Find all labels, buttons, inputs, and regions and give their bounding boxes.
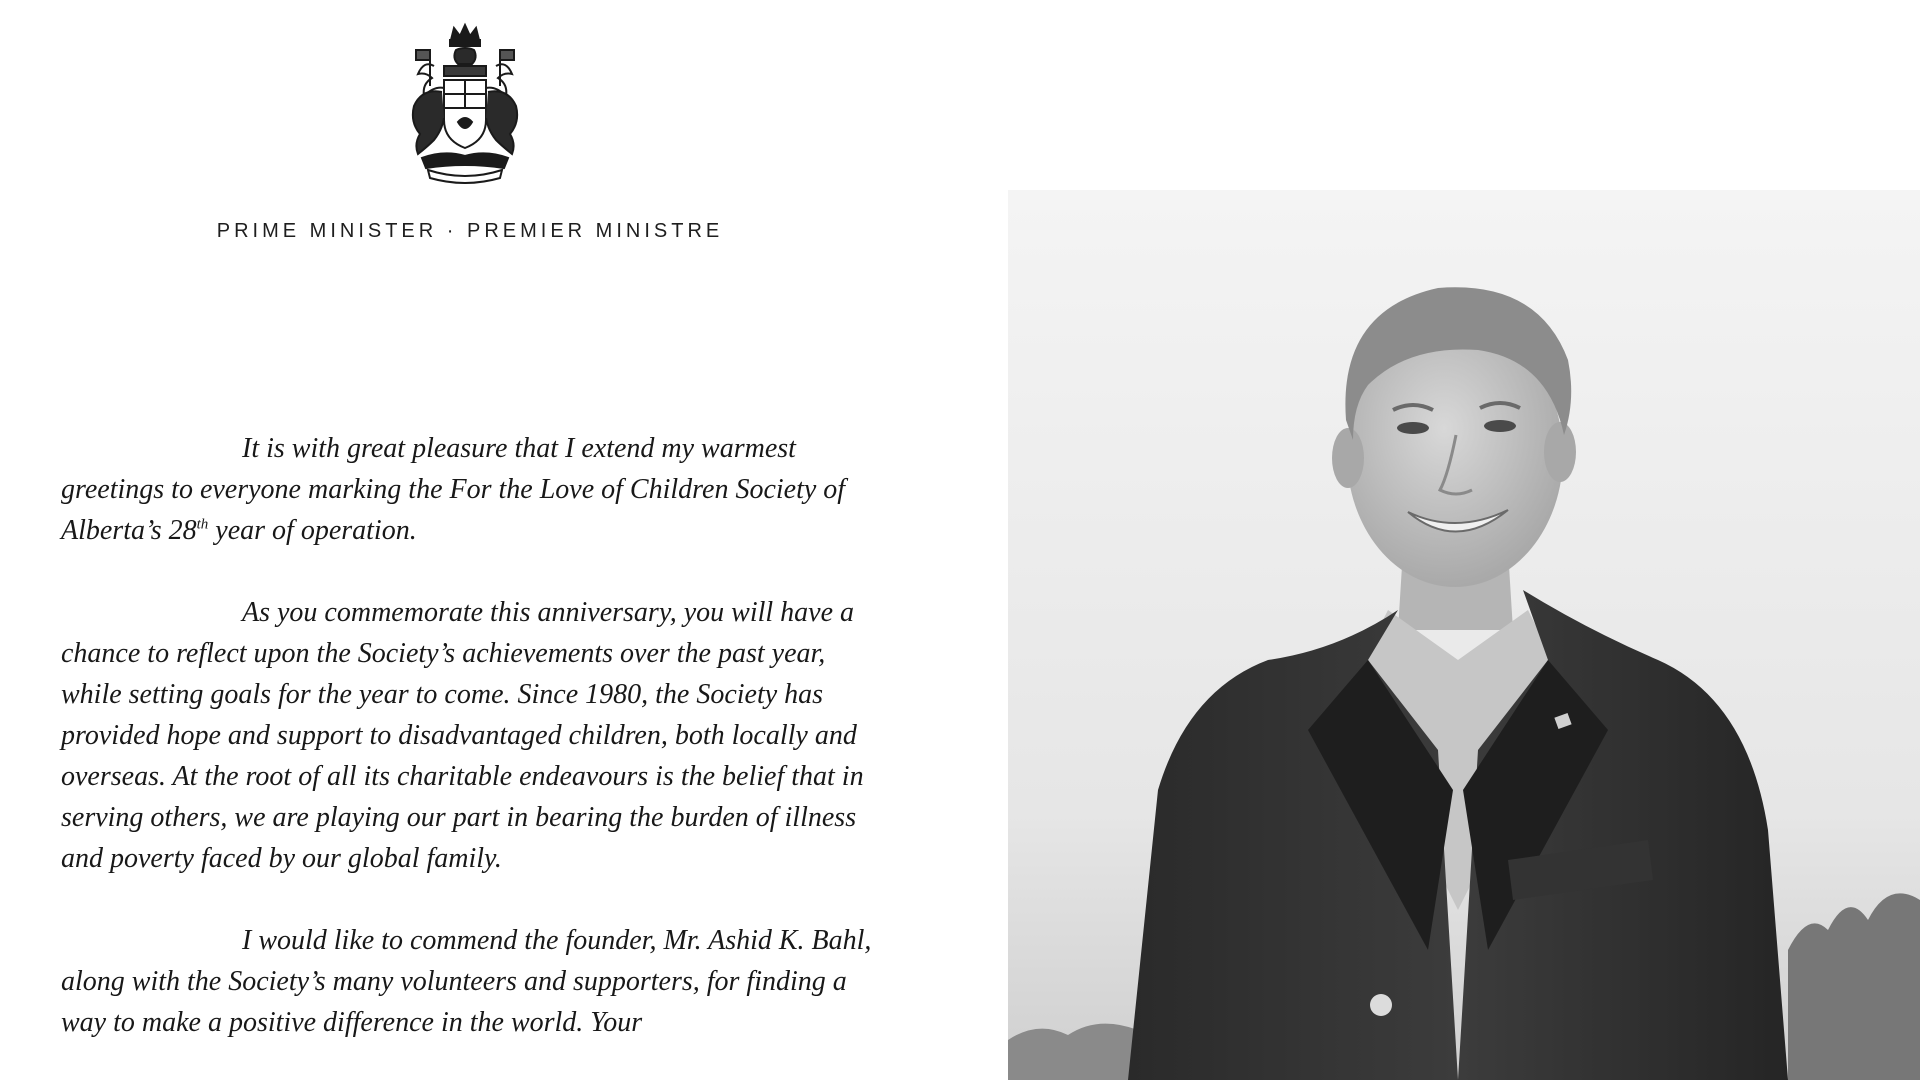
letter-body	[61, 428, 881, 1080]
letter-paragraph-1	[61, 428, 881, 551]
letterhead-title: PRIME MINISTER · PREMIER MINISTRE	[216, 220, 724, 242]
royal-coat-of-arms-icon	[404, 22, 526, 184]
paragraph-text: It is with great pleasure that I extend my warmest greetings to everyone marking the For the Love of Children Society of Alberta’s 28	[61, 433, 846, 546]
ordinal-suffix: th	[196, 516, 209, 533]
portrait-photo	[1008, 190, 1920, 1080]
letter-paragraph-3: I would like to commend the founder, Mr. Ashid K. Bahl, along with the Society’s many volunteers and supporters, for finding a way to make a positive difference in the world. Your	[61, 925, 872, 1038]
paragraph-text: year of operation.	[208, 515, 417, 546]
letter-paragraph-2: As you commemorate this anniversary, you will have a chance to reflect upon the Society’s achievements over the past year, while setting goals for the year to come. Since 1980, the Society has provided hope and support to disadvantaged children, both locally and overseas. At the root of all its charitable endeavours is the belief that in serving others, we are playing our part in bearing the burden of illness and poverty faced by our global family.	[61, 597, 864, 874]
